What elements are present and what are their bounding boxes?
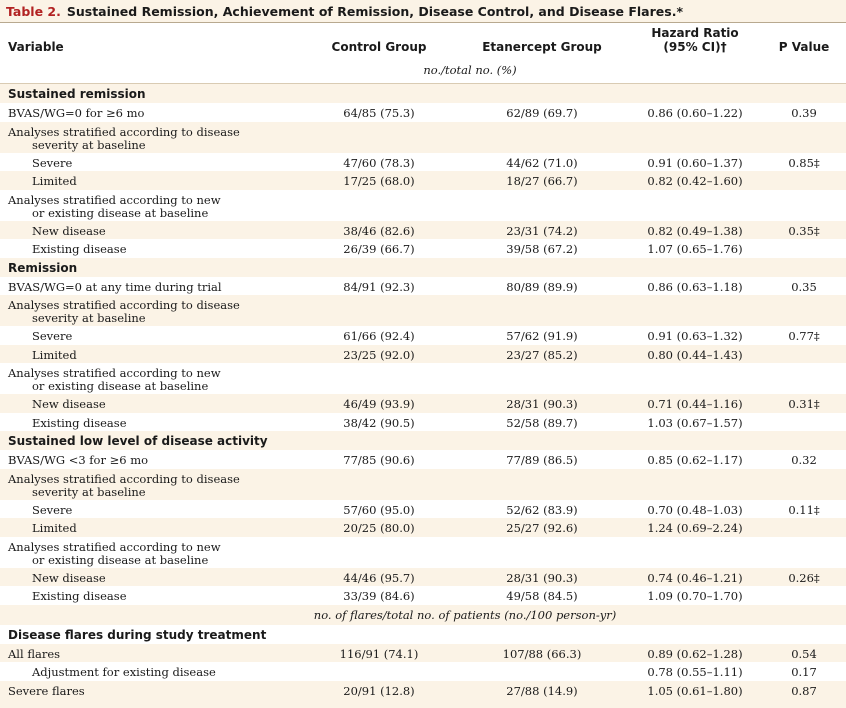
etanercept-value: 44/62 (71.0) (506, 155, 578, 170)
hazard-ratio-value: 0.85 (0.62–1.17) (647, 453, 743, 467)
control-value: 84/91 (92.3) (343, 279, 415, 294)
p-value: 0.77‡ (788, 329, 820, 343)
control-value: 26/39 (66.7) (343, 242, 415, 256)
control-value: 64/85 (75.3) (343, 106, 415, 120)
row-label: BVAS/WG=0 for ≥6 mo (8, 106, 145, 120)
units-label: no. of flares/total no. of patients (no./100 person-yr) (313, 607, 617, 622)
table-row (0, 605, 846, 625)
table-row (0, 363, 846, 394)
col-header-pvalue: P Value (778, 40, 830, 54)
row-label: Severe flares (8, 683, 85, 698)
p-value: 0.31‡ (788, 397, 820, 411)
row-label: New disease (32, 223, 106, 238)
p-value: 0.32 (791, 453, 817, 467)
control-value: 20/25 (80.0) (343, 521, 415, 535)
table-row (0, 662, 846, 681)
etanercept-value: 39/58 (67.2) (506, 242, 578, 256)
row-label: Existing disease (32, 589, 127, 603)
etanercept-value: 27/88 (14.9) (506, 683, 578, 698)
control-value: 77/85 (90.6) (343, 453, 415, 467)
p-value: 0.87 (791, 683, 817, 698)
hazard-ratio-value: 0.82 (0.49–1.38) (647, 223, 743, 238)
control-value: 47/60 (78.3) (343, 155, 415, 170)
control-value: 38/46 (82.6) (343, 223, 415, 238)
row-label (8, 194, 308, 220)
col-header-control: Control Group (331, 40, 427, 54)
row-label: Adjustment for existing disease (32, 665, 216, 679)
table-header (0, 23, 846, 84)
hazard-ratio-value: 1.09 (0.70–1.70) (647, 589, 743, 603)
table-row (0, 239, 846, 258)
table-row (0, 681, 846, 700)
row-label: BVAS/WG=0 at any time during trial (8, 279, 222, 294)
etanercept-value: 28/31 (90.3) (506, 570, 578, 585)
hazard-ratio-value: 0.70 (0.48–1.03) (647, 502, 743, 517)
table-row (0, 450, 846, 469)
table-number: Table 2. (6, 3, 61, 19)
table-title-bar (0, 0, 846, 23)
row-label-line2: severity at baseline (32, 484, 146, 499)
etanercept-value: 107/88 (66.3) (502, 646, 582, 661)
table-row (0, 568, 846, 587)
col-header-hazard-ratio (630, 26, 760, 54)
control-value: 33/39 (84.6) (343, 589, 415, 603)
row-label: New disease (32, 397, 106, 411)
row-label: New disease (32, 570, 106, 585)
etanercept-value: 18/27 (66.7) (506, 174, 578, 188)
hazard-ratio-line1: Hazard Ratio (651, 26, 739, 40)
control-value: 23/25 (92.0) (343, 347, 415, 362)
etanercept-value: 25/27 (92.6) (506, 521, 578, 535)
hazard-ratio-value: 0.78 (0.55–1.11) (647, 665, 743, 679)
table-row (0, 277, 846, 296)
hazard-ratio-value: 0.86 (0.60–1.22) (647, 106, 743, 120)
hazard-ratio-value: 0.89 (0.62–1.28) (647, 646, 743, 661)
table-row (0, 537, 846, 568)
etanercept-value: 62/89 (69.7) (506, 106, 578, 120)
control-value: 20/91 (12.8) (343, 683, 415, 698)
table-row (0, 221, 846, 240)
table-row (0, 500, 846, 519)
section-heading: Disease flares during study treatment (8, 627, 267, 642)
row-label-line2: or existing disease at baseline (32, 379, 209, 393)
row-label: Limited (32, 347, 77, 362)
hazard-ratio-value: 0.71 (0.44–1.16) (647, 397, 743, 411)
p-value: 0.35 (791, 279, 817, 294)
table-row (0, 413, 846, 432)
control-value: 61/66 (92.4) (343, 329, 415, 343)
row-label: Severe (32, 502, 73, 517)
etanercept-value: 77/89 (86.5) (506, 453, 578, 467)
control-value: 38/42 (90.5) (343, 415, 415, 430)
etanercept-value: 23/27 (85.2) (506, 347, 578, 362)
table-row (0, 295, 846, 326)
units-label: no./total no. (%) (423, 63, 517, 77)
row-label-line1: Analyses stratified according to disease (8, 298, 240, 312)
p-value: 0.17 (791, 665, 817, 679)
control-value: 57/60 (95.0) (343, 502, 415, 517)
section-row (0, 84, 846, 103)
row-label: Limited (32, 521, 77, 535)
control-value: 44/46 (95.7) (343, 570, 415, 585)
table-row (0, 122, 846, 153)
row-label: Existing disease (32, 242, 127, 256)
control-value: 17/25 (68.0) (343, 174, 415, 188)
row-label-line2: or existing disease at baseline (32, 205, 209, 220)
hazard-ratio-value: 0.74 (0.46–1.21) (647, 570, 743, 585)
p-value: 0.35‡ (788, 223, 820, 238)
row-label-line2: severity at baseline (32, 311, 146, 325)
control-value: 116/91 (74.1) (339, 646, 419, 661)
p-value: 0.39 (791, 106, 817, 120)
row-label (8, 367, 308, 393)
table-row (0, 469, 846, 500)
hazard-ratio-value: 1.24 (0.69–2.24) (647, 521, 743, 535)
hazard-ratio-value: 1.03 (0.67–1.57) (647, 415, 743, 430)
col-header-etanercept: Etanercept Group (482, 40, 602, 54)
p-value: 0.85‡ (788, 155, 820, 170)
etanercept-value: 23/31 (74.2) (506, 223, 578, 238)
table-row (0, 171, 846, 190)
etanercept-value: 57/62 (91.9) (506, 329, 578, 343)
row-label-line2: severity at baseline (32, 137, 146, 152)
row-label-line1: Analyses stratified according to disease (8, 124, 240, 139)
hazard-ratio-line2: (95% CI)† (663, 40, 727, 54)
row-label: BVAS/WG <3 for ≥6 mo (8, 453, 149, 467)
col-header-variable: Variable (8, 40, 64, 54)
row-label (8, 299, 308, 325)
etanercept-value: 52/62 (83.9) (506, 502, 578, 517)
p-value: 0.11‡ (788, 502, 820, 517)
row-label-line2: or existing disease at baseline (32, 552, 209, 567)
table-row (0, 394, 846, 413)
row-label-line1: Analyses stratified according to new (8, 192, 221, 207)
row-label (8, 473, 308, 499)
table-row (0, 518, 846, 537)
hazard-ratio-value: 0.86 (0.63–1.18) (647, 279, 743, 294)
row-label: All flares (8, 646, 61, 661)
section-heading: Remission (8, 260, 78, 275)
table-row (0, 190, 846, 221)
hazard-ratio-value: 1.07 (0.65–1.76) (647, 242, 743, 256)
section-heading: Sustained low level of disease activity (8, 434, 268, 448)
p-value: 0.26‡ (788, 570, 820, 585)
section-row (0, 625, 846, 644)
table-title: Sustained Remission, Achievement of Remission, Disease Control, and Disease Flares.* (66, 3, 683, 19)
row-label (8, 126, 308, 152)
etanercept-value: 80/89 (89.9) (506, 279, 578, 294)
table-row (0, 586, 846, 605)
etanercept-value: 28/31 (90.3) (506, 397, 578, 411)
row-label (8, 541, 308, 567)
table-row (0, 153, 846, 172)
row-label-line1: Analyses stratified according to disease (8, 471, 240, 486)
table-row (0, 644, 846, 663)
table-row (0, 326, 846, 345)
row-label: Severe (32, 329, 73, 343)
row-label-line1: Analyses stratified according to new (8, 366, 221, 380)
hazard-ratio-value: 0.80 (0.44–1.43) (647, 347, 743, 362)
etanercept-value: 49/58 (84.5) (506, 589, 578, 603)
table-row (0, 345, 846, 364)
hazard-ratio-value: 0.82 (0.42–1.60) (647, 174, 743, 188)
hazard-ratio-value: 1.05 (0.61–1.80) (647, 683, 743, 698)
row-label-line1: Analyses stratified according to new (8, 539, 221, 554)
row-label: Severe (32, 155, 73, 170)
section-heading: Sustained remission (8, 87, 146, 101)
p-value: 0.54 (791, 646, 817, 661)
hazard-ratio-value: 0.91 (0.60–1.37) (647, 155, 743, 170)
etanercept-value: 52/58 (89.7) (506, 415, 578, 430)
table-body (0, 84, 846, 699)
section-row (0, 258, 846, 277)
hazard-ratio-value: 0.91 (0.63–1.32) (647, 329, 743, 343)
row-label: Limited (32, 174, 77, 188)
section-row (0, 431, 846, 450)
table-row (0, 103, 846, 122)
row-label: Existing disease (32, 415, 127, 430)
control-value: 46/49 (93.9) (343, 397, 415, 411)
